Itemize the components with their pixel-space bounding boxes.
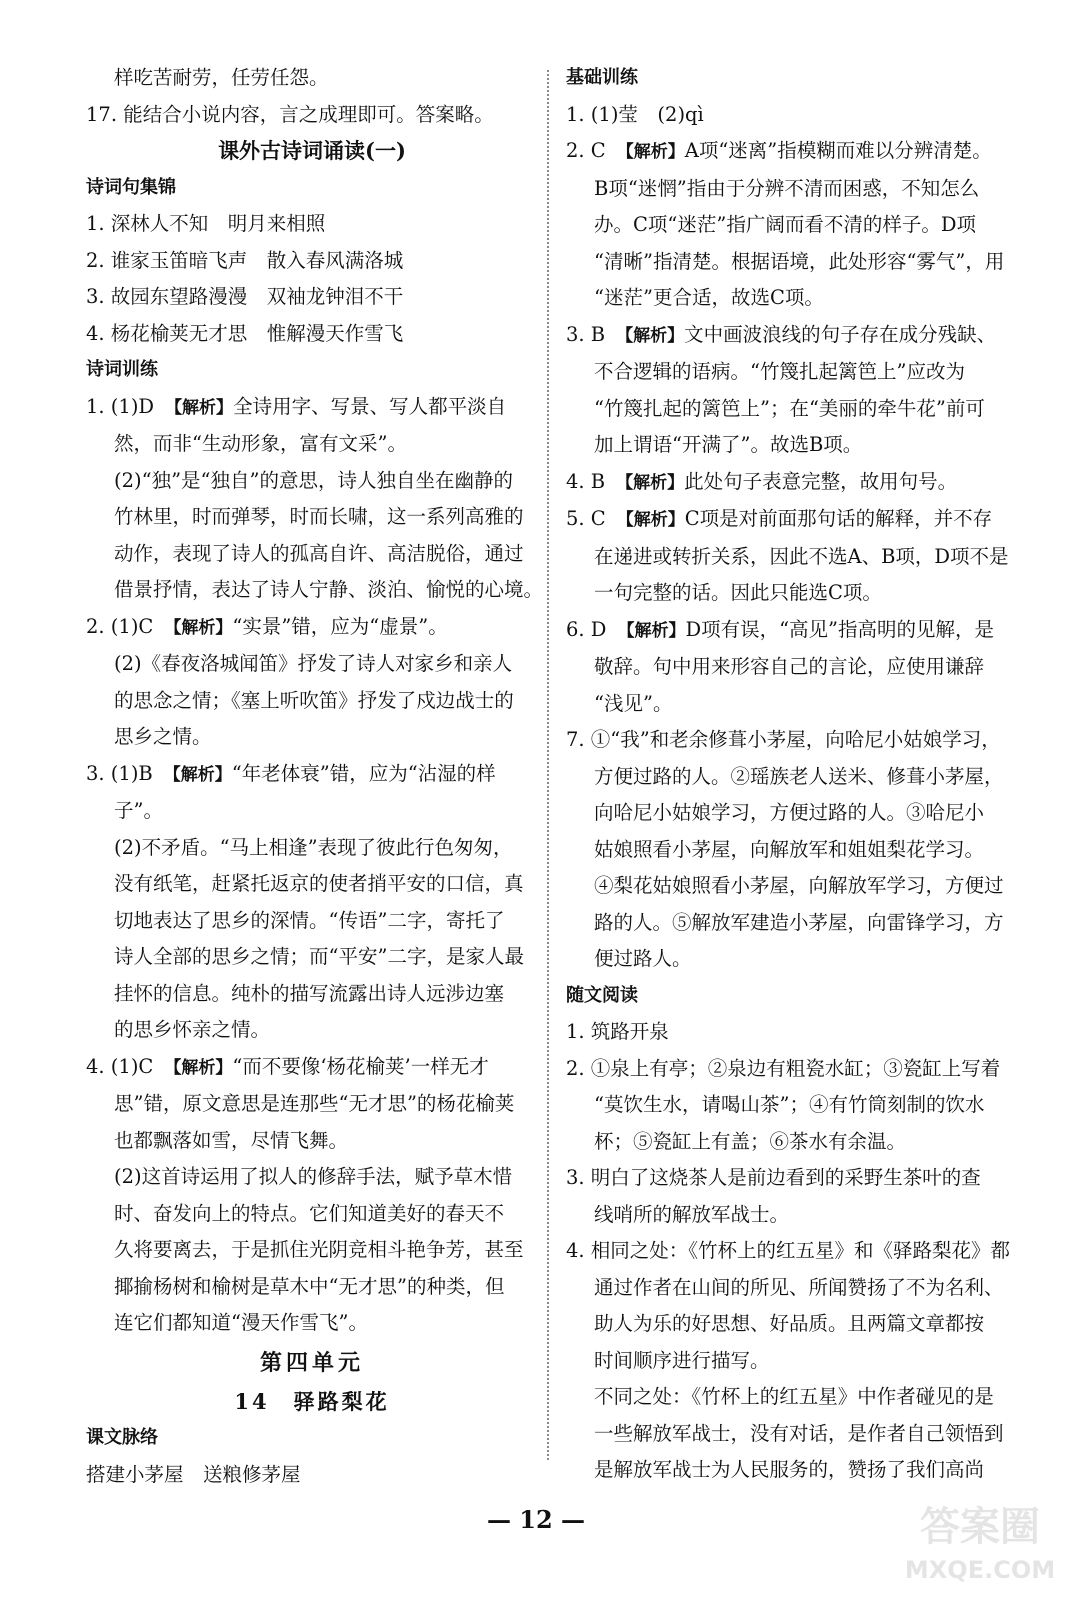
answer-number: 6. D [566, 617, 626, 641]
text-line: (2)不矛盾。“马上相逢”表现了彼此行色匆匆， [114, 835, 513, 859]
text-line: ④梨花姑娘照看小茅屋，向解放军学习，方便过 [594, 874, 1004, 897]
text-line: “莫饮生水，请喝山茶”；④有竹筒刻制的饮水 [594, 1093, 985, 1116]
analysis-tag: 【解析】 [625, 142, 685, 162]
text-line: 通过作者在山间的所见、所闻赞扬了不为名利、 [594, 1275, 1004, 1299]
text-line: 动作，表现了诗人的孤高自许、高洁脱俗，通过 [114, 541, 524, 565]
analysis-text: “而不要像‘杨花榆荚’一样无才 [232, 1054, 489, 1078]
text-line: 的思乡怀亲之情。 [114, 1018, 271, 1041]
section-heading: 课文脉络 [86, 1427, 158, 1448]
text-line: 向哈尼小姑娘学习，方便过路的人。③哈尼小 [594, 801, 985, 824]
text-line: 3. 明白了这烧茶人是前边看到的采野生茶叶的查 [566, 1166, 981, 1189]
analysis-tag: 【解析】 [624, 472, 685, 493]
text-line [566, 501, 1006, 539]
analysis-tag: 【解析】 [625, 510, 685, 530]
watermark-logo [905, 1492, 1055, 1592]
text-line: 4. 相同之处：《竹杯上的红五星》和《驿路梨花》都 [566, 1239, 1011, 1262]
text-line: 样吃苦耐劳，任劳任怨。 [114, 66, 329, 89]
analysis-text: C项是对前面那句话的解释，并不存 [684, 507, 993, 530]
unit-title: 第四单元 [259, 1349, 364, 1376]
text-line: 是解放军战士为人民服务的，赞扬了我们高尚 [594, 1458, 985, 1481]
text-line: 不同之处：《竹杯上的红五星》中作者碰见的是 [594, 1385, 994, 1408]
right-column [566, 60, 1011, 1489]
text-line: 姑娘照看小茅屋，向解放军和姐姐梨花学习。 [594, 837, 985, 861]
text-line: 办。C项“迷茫”指广阔而看不清的样子。D项 [594, 213, 976, 236]
watermark-title: 答案圈 [920, 1504, 1040, 1550]
answer-number: 1. (1)D [86, 394, 174, 418]
section-heading: 随文阅读 [566, 984, 638, 1006]
text-line [566, 612, 1006, 650]
text-line: 也都飘落如雪，尽情飞舞。 [114, 1128, 349, 1152]
text-line: 连它们都知道“漫天作雪飞”。 [114, 1311, 368, 1334]
text-line: 17. 能结合小说内容，言之成理即可。答案略。 [86, 102, 494, 126]
answer-number: 3. B [566, 322, 625, 346]
page-number: — 12 — [486, 1505, 586, 1534]
analysis-tag: 【解析】 [172, 617, 233, 638]
text-line: 搭建小茅屋 送粮修茅屋 [86, 1462, 301, 1486]
answer-number: 2. (1)C [86, 614, 173, 638]
text-line: 7. ①“我”和老余修葺小茅屋，向哈尼小姑娘学习， [566, 728, 1001, 751]
analysis-tag: 【解析】 [172, 1057, 233, 1078]
text-line: 2. ①泉上有亭；②泉边有粗瓷水缸；③瓷缸上写着 [566, 1056, 1001, 1080]
section-title: 课外古诗词诵读(一) [218, 138, 406, 163]
text-line: “清晰”指清楚。根据语境，此处形容“雾气”，用 [594, 249, 1005, 273]
text-line: 1. 深林人不知 明月来相照 [86, 212, 326, 235]
text-line [566, 317, 1006, 355]
left-column [86, 60, 544, 1493]
text-line: 杯；⑤瓷缸上有盖；⑥茶水有余温。 [594, 1129, 907, 1153]
text-line: 思”错，原文意思是连那些“无才思”的杨花榆荚 [114, 1092, 515, 1115]
text-line: (2)这首诗运用了拟人的修辞手法，赋予草木惜 [114, 1165, 513, 1188]
analysis-text: A项“迷离”指模糊而难以分辨清楚。 [684, 139, 992, 162]
text-line: 挂怀的信息。纯朴的描写流露出诗人远涉边塞 [114, 981, 505, 1005]
answer-number: 4. (1)C [86, 1054, 173, 1078]
text-line: 一句完整的话。因此只能选C项。 [594, 581, 882, 604]
analysis-text: 全诗用字、写景、写人都平淡自 [233, 394, 507, 418]
text-line [86, 1049, 538, 1087]
analysis-tag: 【解析】 [173, 397, 234, 418]
text-line [86, 389, 538, 427]
section-heading: 诗词训练 [86, 359, 158, 380]
text-line: 的思念之情；《塞上听吹笛》抒发了戍边战士的 [114, 688, 514, 712]
text-line: (2)“独”是“独自”的意思，诗人独自坐在幽静的 [114, 468, 513, 492]
text-line [566, 133, 1006, 171]
text-line: 时、奋发向上的特点。它们知道美好的春天不 [114, 1201, 505, 1225]
analysis-text: “实景”错，应为“虚景”。 [232, 614, 448, 638]
text-line [86, 609, 538, 647]
text-line: 然，而非“生动形象，富有文采”。 [114, 432, 407, 455]
text-line: “浅见”。 [594, 691, 673, 715]
text-line: 竹林里，时而弹琴，时而长啸，这一系列高雅的 [114, 505, 524, 528]
text-line: 方便过路的人。②瑶族老人送米、修葺小茅屋， [594, 764, 1004, 788]
lesson-title: 14 驿路梨花 [234, 1388, 390, 1414]
answer-number: 4. B [566, 469, 625, 493]
text-line: 敬辞。句中用来形容自己的言论，应使用谦辞 [594, 655, 985, 678]
text-line: 助人为乐的好思想、好品质。且两篇文章都按 [594, 1312, 985, 1335]
text-line: 在递进或转折关系，因此不选A、B项，D项不是 [594, 544, 1009, 568]
analysis-tag: 【解析】 [624, 325, 685, 346]
text-line: 路的人。⑤解放军建造小茅屋，向雷锋学习，方 [594, 910, 1004, 934]
analysis-text: D项有误，“高见”指高明的见解，是 [685, 617, 995, 641]
answer-number: 3. (1)B [86, 761, 173, 785]
analysis-tag: 【解析】 [172, 764, 232, 785]
text-line: 久将要离去，于是抓住光阴竞相斗艳争芳，甚至 [114, 1238, 524, 1261]
text-line: 时间顺序进行描写。 [594, 1348, 770, 1372]
text-line: 线哨所的解放军战士。 [594, 1202, 790, 1226]
text-line: 子”。 [114, 799, 163, 822]
analysis-text: 文中画波浪线的句子存在成分残缺、 [684, 322, 997, 346]
analysis-text: “年老体衰”错，应为“沾湿的样 [231, 761, 496, 785]
analysis-text: 此处句子表意完整，故用句号。 [684, 469, 958, 493]
answer-number: 2. C [566, 139, 626, 162]
text-line: 切地表达了思乡的深情。“传语”二字，寄托了 [114, 908, 505, 932]
text-line: (2)《春夜洛城闻笛》抒发了诗人对家乡和亲人 [114, 652, 513, 675]
text-line: 1. (1)莹 (2)qì [566, 102, 704, 126]
text-line: 3. 故园东望路漫漫 双袖龙钟泪不干 [86, 285, 404, 308]
text-line: “迷茫”更合适，故选C项。 [594, 286, 824, 309]
text-line: 思乡之情。 [114, 725, 212, 748]
text-line: “竹篾扎起的篱笆上”；在“美丽的牵牛花”前可 [594, 396, 985, 420]
text-line [86, 756, 538, 794]
section-heading: 基础训练 [566, 67, 638, 88]
text-line: 便过路人。 [594, 947, 692, 970]
watermark-url: MXQE.COM [905, 1556, 1055, 1584]
text-line: 1. 筑路开泉 [566, 1020, 669, 1043]
text-line: 不合逻辑的语病。“竹篾扎起篱笆上”应改为 [594, 360, 965, 383]
text-line: 没有纸笔，赶紧托返京的使者捎平安的口信，真 [114, 872, 524, 895]
section-heading: 诗词句集锦 [86, 176, 176, 198]
text-line: 借景抒情，表达了诗人宁静、淡泊、愉悦的心境。 [114, 578, 544, 601]
text-line: 一些解放军战士，没有对话，是作者自己领悟到 [594, 1421, 1004, 1445]
text-line: 揶揄杨树和榆树是草木中“无才思”的种类，但 [114, 1274, 505, 1298]
answer-number: 5. C [566, 507, 626, 530]
text-line: 2. 谁家玉笛暗飞声 散入春风满洛城 [86, 248, 404, 272]
analysis-tag: 【解析】 [625, 620, 686, 641]
text-line: 诗人全部的思乡之情；而“平安”二字，是家人最 [114, 945, 524, 968]
text-line [566, 464, 1006, 502]
text-line: B项“迷惘”指由于分辨不清而困惑，不知怎么 [594, 176, 980, 200]
text-line: 4. 杨花榆荚无才思 惟解漫天作雪飞 [86, 321, 404, 345]
text-line: 加上谓语“开满了”。故选B项。 [594, 433, 863, 456]
column-divider [547, 70, 549, 1460]
